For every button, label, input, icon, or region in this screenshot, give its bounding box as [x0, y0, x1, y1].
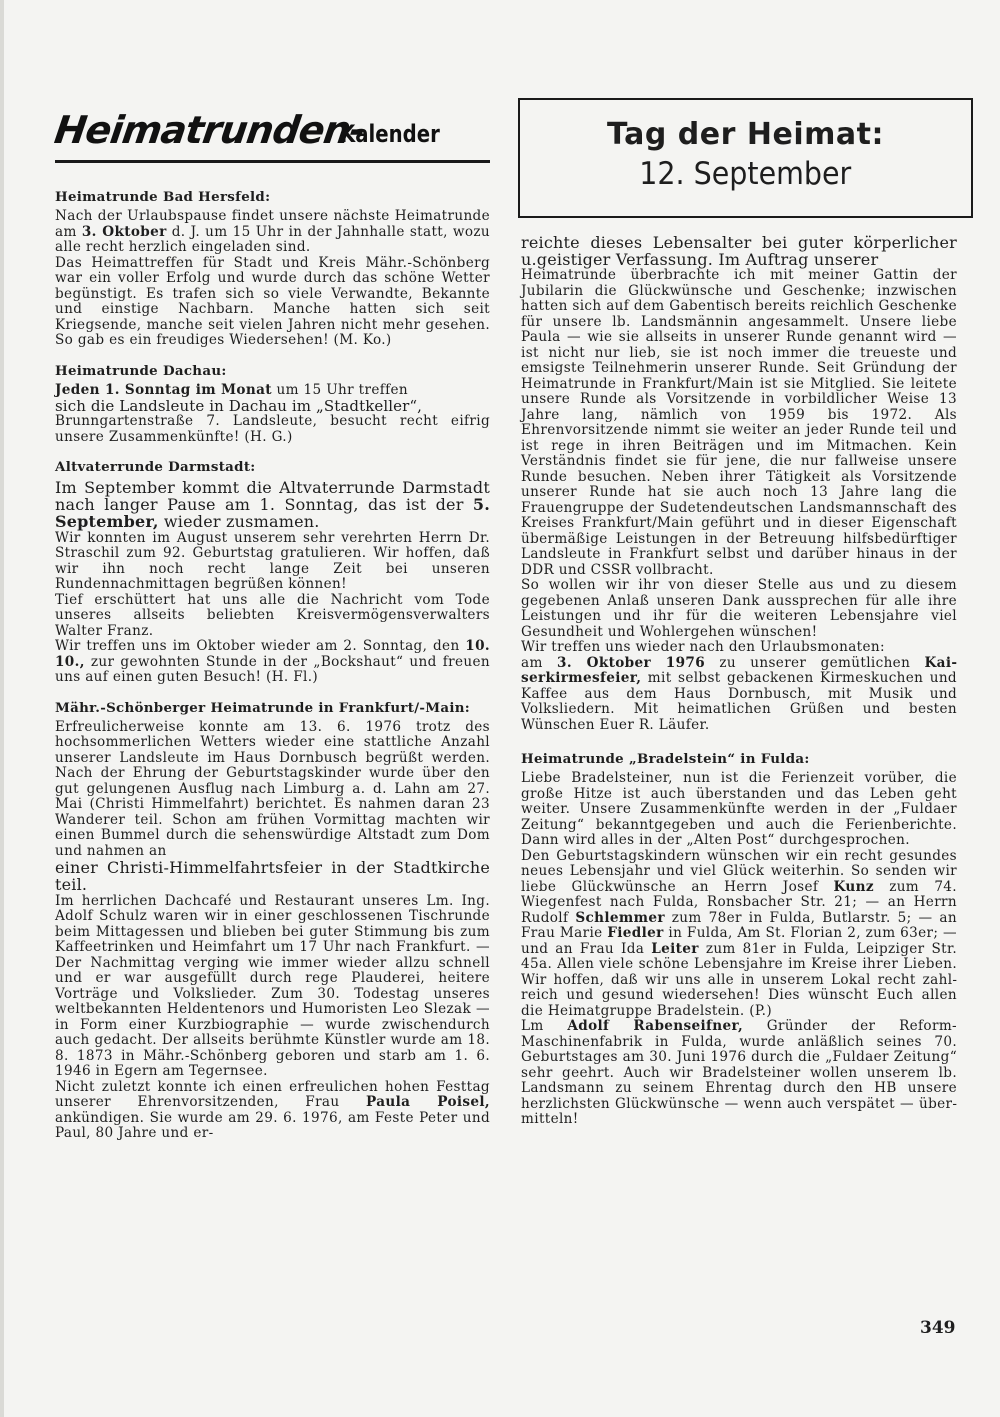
page-edge-shadow: [0, 0, 4, 1417]
box-title: Tag der Heimat:: [607, 117, 884, 152]
masthead: [51, 108, 490, 163]
left-column: [51, 108, 491, 1142]
paragraph: Tief erschüttert hat uns alle die Nachricht vom Tode unseres allseits beliebten Kreisvermögensverwalters Walter Franz.: [55, 591, 490, 639]
paragraph: einer Christi-Himmelfahrtsfeier in der Stadtkirche teil.: [55, 858, 490, 895]
section-fulda: [521, 751, 957, 1128]
paragraph: am 3. Oktober 1976 zu unserer gemütlichen Kaiserkirmesfeier, mit selbst gebackenen Kirmeskuchen und Kaffee aus dem Haus Dornbusch, mit Musik und Volksliedern. Mit heimatlichen Grüßen und besten Wünschen Euer R. Läufer.: [521, 654, 957, 733]
section-bad-hersfeld: [55, 189, 490, 349]
section-heading: Heimatrunde Bad Hersfeld:: [55, 189, 271, 205]
paragraph: sich die Landsleute in Dachau im „Stadtkeller“,: [55, 397, 423, 415]
paragraph: Heimatrunde überbrachte ich mit meiner Gattin der Jubilarin die Glückwünsche und Geschenke; inzwischen hatten sich auf dem Gabentisch bereits reichlich Geschenke für unsere lb. Landsmännin angesammelt. Unsere liebe Paula — wie sie allseits in unserer Runde genannt wird — ist nicht nur lieb, sie ist noch immer die treueste und emsigste Teilnehmerin unserer Runde. Seit Gründung der Heimatrunde in Frankfurt/Main ist sie Mitglied. Sie leitete unsere Runde als Vorsitzende in vorbildlicher Weise 13 Jahre lang, nämlich von 1959 bis 1972. Als Ehrenvorsitzende nimmt sie weiter an jeder Runde teil und ist rege in ihren Beiträgen und im Mitmachen. Kein Verständnis findet sie für jene, die nur fallweise unsere Runde besuchen. Neben ihrer Tätigkeit als Vorsitzende unserer Runde hat sie auch noch 13 Jahre lang die Frauengruppe der Sudetendeutschen Landsmannschaft des Kreises Frankfurt/Main geführt und in dieser Eigenschaft übermäßige Leistungen in der Betreuung hilfsbedürftiger Landsleute in Frankfurt selbst und darüber hinaus in der DDR und CSSR vollbracht.: [521, 267, 957, 578]
section-heading: Heimatrunde „Bradelstein“ in Fulda:: [521, 751, 810, 768]
section-frankfurt: [55, 700, 490, 1142]
right-column: [521, 234, 957, 1128]
section-darmstadt: [55, 459, 490, 686]
paragraph: Den Geburtstagskindern wünschen wir ein recht gesundes neues Lebensjahr und viel Glück weiterhin. So senden wir liebe Glückwünsche an Herrn Josef Kunz zum 74. Wiegenfest nach Fulda, Ronsbacher Str. 21; — an Herrn Rudolf Schlemmer zum 78er in Fulda, Butlarstr. 5; — an Frau Marie Fiedler in Fulda, Am St. Florian 2, zum 63er; — und an Frau Ida Leiter zum 81er in Fulda, Leipziger Str. 45a. Allen viele schöne Lebensjahre im Kreise ihrer Lieben. Wir hoffen, daß wir uns alle in unserem Lokal recht zahlreich und gesund wiedersehen! Dies wünscht Euch allen die Heimatgruppe Bradelstein. (P.): [521, 847, 958, 1019]
paragraph: Wir treffen uns wieder nach den Urlaubsmonaten:: [521, 639, 885, 656]
paragraph: Brunngartenstraße 7. Landsleute, besucht recht eifrig unsere Zusammenkünfte! (H. G.): [55, 413, 490, 445]
tag-der-heimat-box: [518, 98, 973, 218]
paragraph: Nach der Urlaubspause findet unsere nächste Heimatrunde am 3. Oktober d. J. um 15 Uhr in der Jahnhalle statt, wozu alle recht herzlich eingeladen sind.: [55, 208, 490, 255]
paragraph: Im September kommt die Altvaterrunde Darmstadt nach langer Pause am 1. Sonntag, das ist der 5. September, wieder zusmamen.: [55, 478, 490, 532]
section-frankfurt-continued: [521, 234, 957, 733]
paragraph: Erfreulicherweise konnte am 13. 6. 1976 trotz des hochsommerlichen Wetters wieder eine stattliche Anzahl unserer Landsleute im Haus Dornbusch begrüßt werden. Nach der Ehrung der Geburtstagskinder wurde über den gut gelungenen Ausflug nach Limburg a. d. Lahn am 27. Mai (Christi Himmelfahrt) berichtet. Es nahmen daran 23 Wanderer teil. Schon am frühen Vormittag machten wir einen Bummel durch die sehenswürdige Altstadt zum Dom und nahmen an: [55, 718, 490, 859]
paragraph: Nicht zuletzt konnte ich einen erfreulichen hohen Festtag unserer Ehrenvorsitzenden, Frau Paula Poisel, ankündigen. Sie wurde am 29. 6. 1976, am Feste Peter und Paul, 80 Jahre und er-: [55, 1078, 491, 1142]
masthead-script-title: Heimatrunden-: [51, 108, 368, 152]
paragraph: Liebe Bradelsteiner, nun ist die Ferienzeit vorüber, die große Hitze ist auch überstanden und das Leben geht weiter. Unsere Zusammenkünfte werden in der „Fuldaer Zeitung“ bekanntgegeben und auch die Ferienberichte. Dann wird alles in der „Alten Post“ durchgesprochen.: [521, 770, 957, 849]
paragraph: So wollen wir ihr von dieser Stelle aus und zu diesem gegebenen Anlaß unseren Dank aussprechen für alle ihre Leistungen und ihr für die weiteren Lebensjahre viel Gesundheit und Wohlergehen wünschen!: [521, 577, 957, 640]
section-dachau: [55, 363, 490, 446]
paragraph: Das Heimattreffen für Stadt und Kreis Mähr.-Schönberg war ein voller Erfolg und wurde durch das schöne Wetter begünstigt. Es trafen sich so viele Verwandte, Bekannte und einstige Nachbarn. Manche hatten sich seit Kriegsende, manche seit vielen Jahren nicht mehr gesehen. So gab es ein freudiges Wiedersehen! (M. Ko.): [55, 254, 490, 348]
paragraph: Wir konnten im August unserem sehr verehrten Herrn Dr. Straschil zum 92. Geburtstag gratulieren. Wir hoffen, daß wir ihn noch recht lange Zeit bei unseren Rundennachmittagen begrüßen können!: [55, 529, 490, 593]
page-number: 349: [920, 1318, 956, 1338]
box-date: 12. September: [639, 156, 852, 192]
section-heading: Altvaterrunde Darmstadt:: [55, 459, 256, 475]
section-heading: Mähr.-Schönberger Heimatrunde in Frankfurt/-Main:: [55, 699, 471, 716]
masthead-block-title: Kalender: [340, 120, 440, 148]
section-heading: Heimatrunde Dachau:: [55, 362, 227, 379]
paragraph: reichte dieses Lebensalter bei guter körperlicher u.geistiger Verfassung. Im Auftrag unserer: [521, 233, 957, 270]
paragraph: Jeden 1. Sonntag im Monat um 15 Uhr treffen: [55, 381, 408, 398]
paragraph: Lm Adolf Rabenseifner, Gründer der Reform-Maschinenfabrik in Fulda, wurde anläßlich seines 70. Geburtstages am 30. Juni 1976 durch die „Fuldaer Zeitung“ sehr geehrt. Auch wir Bradelsteiner wollen unserem lb. Landsmann zu seinem Ehrentag durch den HB unsere herzlichsten Glückwünsche — wenn auch verspätet — übermitteln!: [521, 1018, 958, 1128]
paragraph: Wir treffen uns im Oktober wieder am 2. Sonntag, den 10. 10., zur gewohnten Stunde in der „Bockshaut“ und freuen uns auf einen guten Besuch! (H. Fl.): [55, 638, 490, 686]
paragraph: Im herrlichen Dachcafé und Restaurant unseres Lm. Ing. Adolf Schulz waren wir in einer geschlossenen Tischrunde beim Mittagessen und blieben bei guter Stimmung bis zum Kaffeetrinken und Heimfahrt um 17 Uhr nach Frankfurt. — Der Nachmittag verging wie immer wieder allzu schnell und er war ausgefüllt durch rege Plauderei, heitere Vorträge und Volkslieder. Zum 30. Todestag unseres weltbekannten Heldentenors und Humoristen Leo Slezak — in Form einer Kurzbiographie — wurde zwischendurch auch gedacht. Der allseits berühmte Künstler wurde am 18. 8. 1873 in Mähr.-Schönberg geboren und starb am 1. 6. 1946 in Egern am Tegernsee.: [55, 892, 490, 1080]
